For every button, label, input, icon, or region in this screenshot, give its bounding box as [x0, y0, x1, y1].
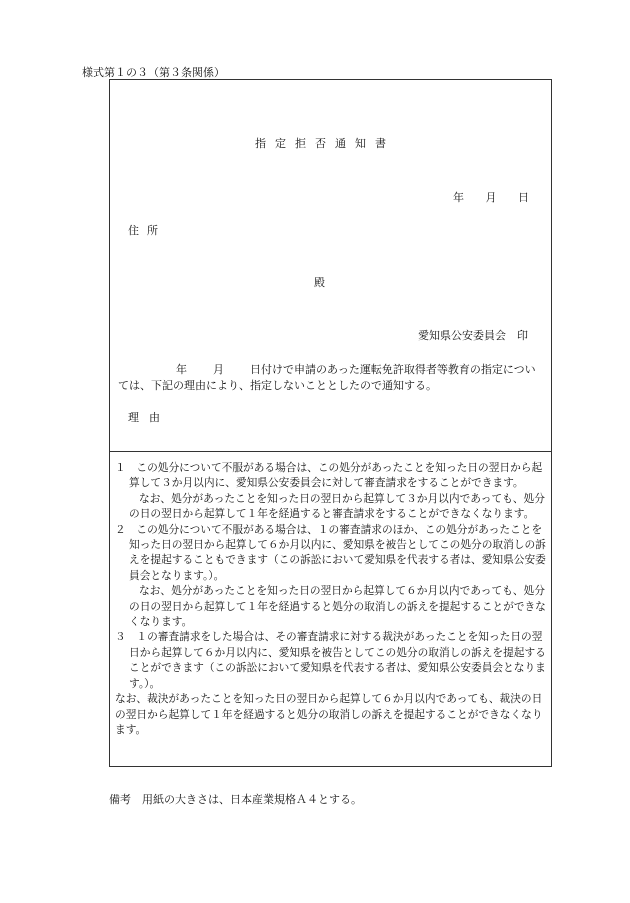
addressee-honorific: 殿	[314, 276, 325, 289]
appeal-notice	[115, 460, 549, 737]
notice-body	[118, 362, 548, 394]
date-year: 年	[453, 191, 464, 204]
notice-item-2: ２ この処分について不服がある場合は、１の審査請求のほか、この処分があったことを知った日の翌日から起算して６か月以内に、愛知県を被告としてこの処分の取消しの訴えを提起することもできます（この訴訟において愛知県を代表する者は、愛知県公安委員会となります。）。	[115, 522, 546, 582]
body-month: 月	[213, 363, 224, 376]
notice-item-3: ３ １の審査請求をした場合は、その審査請求に対する裁決があったことを知った日の翌日から起算して６か月以内に、愛知県を被告としてこの処分の取消しの訴えを提起することができます（この訴訟において愛知県を代表する者は、愛知県公安委員会となります。）。	[115, 630, 546, 690]
section-divider	[109, 451, 552, 452]
date-line	[453, 189, 529, 205]
remarks-note: 備考 用紙の大きさは、日本産業規格Ａ４とする。	[109, 793, 362, 806]
notice-item-1-note: なお、処分があったことを知った日の翌日から起算して３か月以内であっても、処分の日の翌日から起算して１年を経過すると審査請求をすることができなくなります。	[129, 491, 545, 521]
notice-item-2-note: なお、処分があったことを知った日の翌日から起算して６か月以内であっても、処分の日の翌日から起算して１年を経過すると処分の取消しの訴えを提起することができなくなります。	[129, 584, 546, 629]
notice-item-1: １ この処分について不服がある場合は、この処分があったことを知った日の翌日から起算して３か月以内に、愛知県公安委員会に対して審査請求をすることができます。	[115, 461, 543, 490]
address-label: 住所	[128, 224, 166, 237]
date-month: 月	[485, 191, 497, 204]
body-line-2: ては、下記の理由により、指定しないこととしたので通知する。	[118, 379, 437, 392]
body-line-1	[118, 362, 548, 378]
body-line1-text: 日付けで申請のあった運転免許取得者等教育の指定につい	[250, 363, 536, 376]
date-day: 日	[518, 191, 529, 204]
notice-item-3-note: なお、裁決があったことを知った日の翌日から起算して６か月以内であっても、裁決の日の翌日から起算して１年を経過すると処分の取消しの訴えを提起することができなくなります。	[115, 692, 543, 736]
form-number-label: 様式第１の３（第３条関係）	[82, 66, 225, 79]
document-title: 指定拒否通知書	[255, 137, 395, 150]
reason-label: 理由	[128, 411, 170, 424]
body-year: 年	[176, 363, 187, 376]
issuer-line: 愛知県公安委員会 印	[418, 329, 528, 342]
